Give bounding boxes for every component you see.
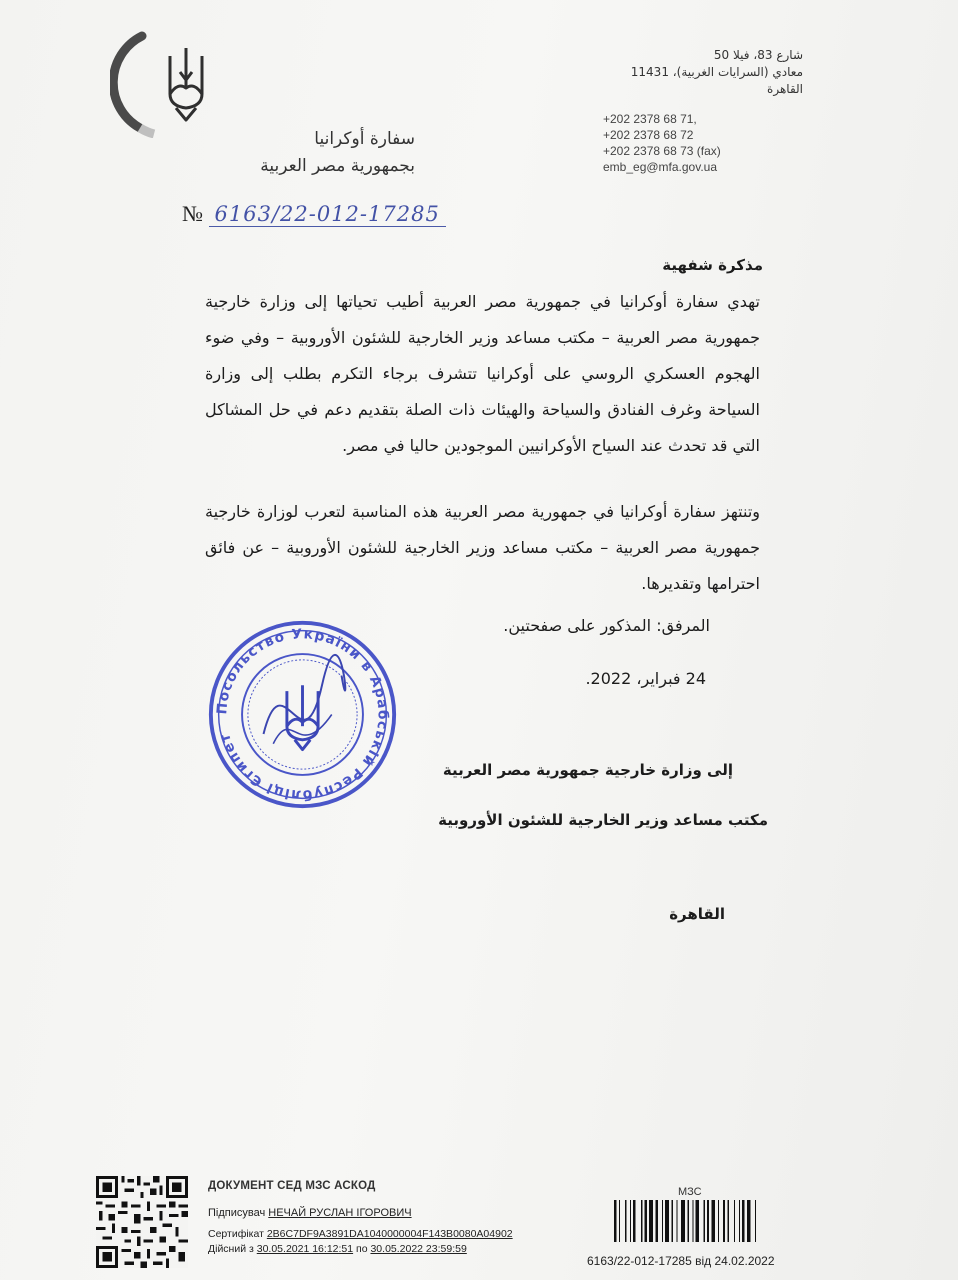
paragraph-2: وتنتهز سفارة أوكرانيا في جمهورية مصر العربية هذه المناسبة لتعرب لوزارة خارجية جمهورية مصر العربية – مكتب مساعد وزير الخارجية للشئون الأوروبية – عن فائق احترامها وتقديرها. bbox=[205, 502, 760, 593]
cert-value: 2B6C7DF9A3891DA1040000004F143B0080A04902 bbox=[266, 1228, 513, 1240]
number-sign: № bbox=[182, 201, 203, 226]
phone-1: +202 2378 68 71, bbox=[603, 112, 697, 126]
valid-to: 30.05.2022 23:59:59 bbox=[370, 1243, 467, 1255]
address-line2: معادي (السرايات الغربية)، 11431 bbox=[630, 65, 803, 79]
document-date: 24 فبراير، 2022. bbox=[585, 669, 706, 688]
ukraine-trident-logo bbox=[110, 28, 220, 138]
addressee-line2: مكتب مساعد وزير الخارجية للشئون الأوروبية bbox=[438, 811, 768, 829]
address-line1: شارع 83، فيلا 50 bbox=[713, 48, 803, 62]
address-line3: القاهرة bbox=[767, 82, 803, 96]
attachment-note: المرفق: المذكور على صفحتين. bbox=[503, 616, 710, 635]
handwritten-number: 6163/22-012-17285 bbox=[209, 202, 446, 227]
addressee-line1: إلى وزارة خارجية جمهورية مصر العربية bbox=[442, 761, 733, 779]
signer-label: Підписувач bbox=[208, 1207, 266, 1219]
footer-certificate bbox=[208, 1228, 513, 1240]
signer-name: НЕЧАЙ РУСЛАН ІГОРОВИЧ bbox=[268, 1207, 412, 1219]
phone-fax: +202 2378 68 73 (fax) bbox=[603, 144, 721, 158]
paragraph-1: تهدي سفارة أوكرانيا في جمهورية مصر العربية أطيب تحياتها إلى وزارة خارجية جمهورية مصر العربية – مكتب مساعد وزير الخارجية للشئون الأوروبية – وفي ضوء الهجوم العسكري الروسي على أوكرانيا تتشرف برجاء التكرم بطلب إلى وزارة السياحة وغرف الفنادق والسياحة والهيئات ذات الصلة بتقديم دعم في حل المشاكل التي قد تحدث عند السياح الأوكرانيين الموجودين حاليا في مصر. bbox=[205, 292, 760, 455]
document-barcode bbox=[614, 1200, 804, 1242]
valid-from: 30.05.2021 16:12:51 bbox=[256, 1243, 354, 1255]
svg-text:Посольство України в Арабській: Посольство України в Арабській Республіці Єгипет bbox=[214, 626, 391, 803]
footer-signer bbox=[208, 1207, 412, 1219]
footer-validity bbox=[208, 1243, 467, 1255]
footer-title: ДОКУМЕНТ СЕД МЗС АСКОД bbox=[208, 1180, 376, 1192]
phone-2: +202 2378 68 72 bbox=[603, 128, 694, 142]
valid-to-label: по bbox=[356, 1243, 368, 1255]
barcode-number: 6163/22-012-17285 від 24.02.2022 bbox=[587, 1254, 775, 1268]
document-number bbox=[182, 201, 446, 227]
addressee-city: القاهرة bbox=[669, 905, 725, 923]
embassy-name-line2: بجمهورية مصر العربية bbox=[260, 156, 415, 176]
embassy-contacts bbox=[603, 111, 803, 175]
embassy-stamp-seal bbox=[205, 617, 400, 812]
cert-label: Сертифікат bbox=[208, 1228, 264, 1240]
qr-code bbox=[96, 1176, 188, 1268]
embassy-name bbox=[175, 126, 415, 180]
note-title: مذكرة شفهية bbox=[662, 256, 763, 274]
embassy-name-line1: سفارة أوكرانيا bbox=[314, 129, 415, 149]
email: emb_eg@mfa.gov.ua bbox=[603, 160, 718, 174]
embassy-address bbox=[543, 47, 803, 98]
valid-label: Дійсний з bbox=[208, 1243, 254, 1255]
mzs-label: МЗС bbox=[678, 1186, 702, 1198]
